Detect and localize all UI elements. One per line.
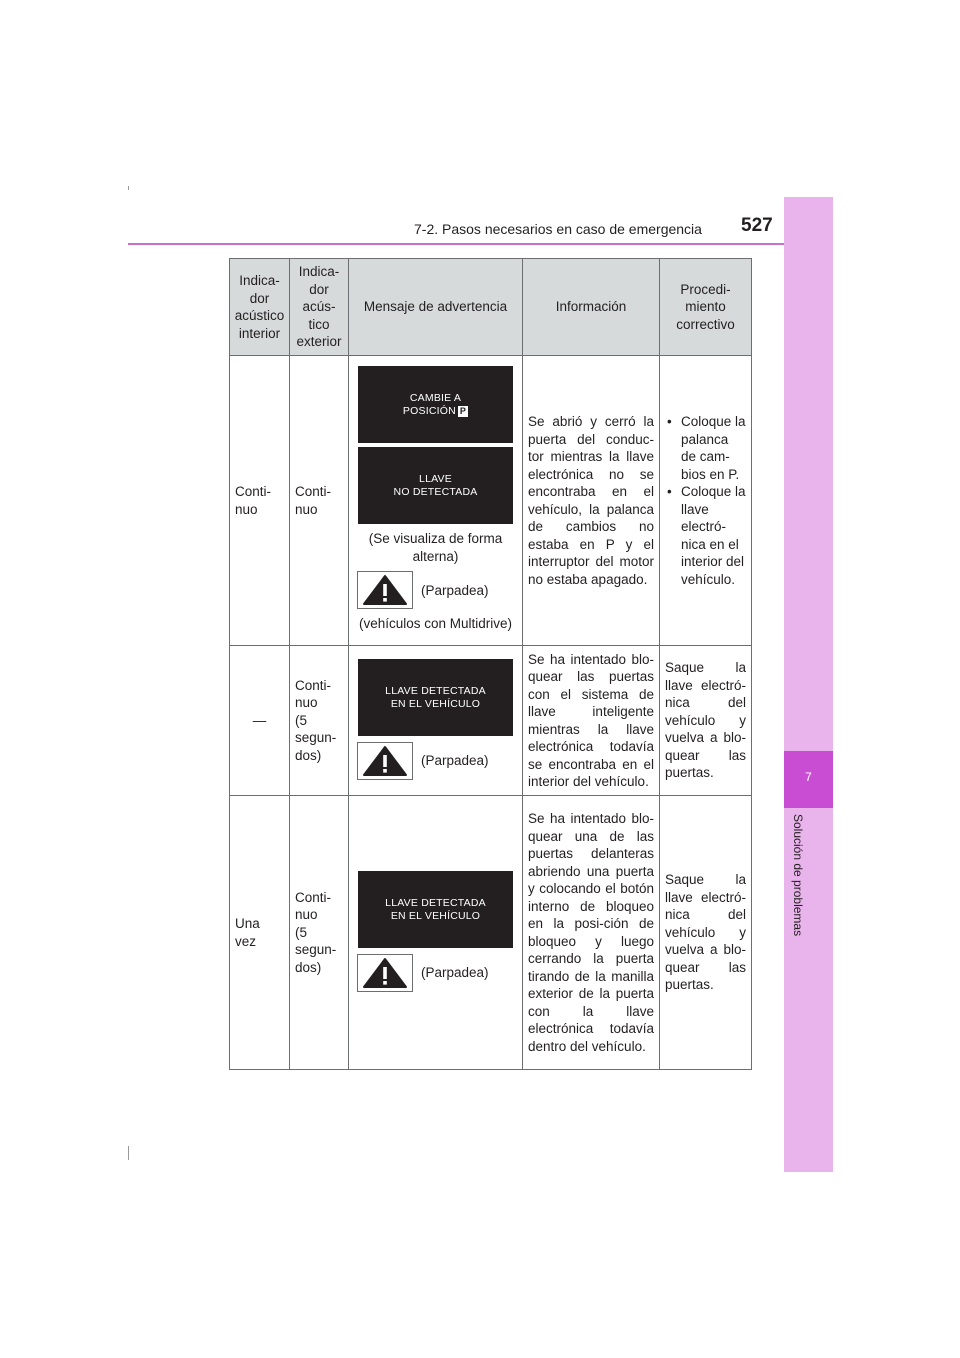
warning-message-cell — [349, 796, 523, 1070]
display-text: EN EL VEHÍCULO — [390, 697, 481, 710]
shift-p-badge: P — [459, 405, 467, 416]
display-text-line — [403, 405, 468, 418]
warning-triangle-icon — [357, 571, 413, 609]
display-message — [358, 366, 513, 443]
information-cell: Se ha intentado blo-quear una de las puertas delanteras abriendo una puerta y colocando el botón interno de bloqueo en la posi-ción de bloqueo y luego cerrando la puerta tirando de la manilla exterior de la puerta con la llave electrónica todavía dentro del vehículo. — [523, 796, 660, 1070]
crop-mark — [128, 186, 129, 190]
warning-indicator — [357, 954, 518, 992]
exterior-buzzer-cell: Conti- nuo (5 segun- dos) — [290, 796, 349, 1070]
flash-label: (Parpadea) — [421, 582, 489, 598]
list-item: • Coloque la palanca de cam-bios en P. — [665, 413, 746, 483]
exterior-buzzer-cell: Conti- nuo (5 segun- dos) — [290, 646, 349, 796]
interior-buzzer-cell: — — [230, 646, 290, 796]
display-message — [358, 659, 513, 736]
vehicle-note: (vehículos con Multidrive) — [358, 616, 513, 632]
display-text: LLAVE DETECTADA — [385, 896, 486, 909]
flash-label: (Parpadea) — [421, 753, 489, 769]
display-message — [358, 871, 513, 948]
table-row — [230, 356, 752, 646]
corrective-procedure-cell: Saque la llave electró-nica del vehículo y vuelva a blo-quear las puertas. — [660, 646, 752, 796]
section-title: 7-2. Pasos necesarios en caso de emergencia — [414, 221, 702, 237]
warning-table — [229, 258, 752, 1070]
procedure-list — [665, 413, 746, 588]
page-number: 527 — [741, 215, 773, 236]
header-rule — [128, 243, 832, 245]
corrective-procedure-cell: Saque la llave electró-nica del vehículo y vuelva a blo-quear las puertas. — [660, 796, 752, 1070]
header-exterior-buzzer: Indica- dor acús- tico exterior — [290, 259, 349, 356]
warning-message-cell — [349, 646, 523, 796]
table-row — [230, 646, 752, 796]
alternate-note: (Se visualiza de forma alterna) — [368, 531, 503, 564]
corrective-procedure-cell — [660, 356, 752, 646]
display-text: LLAVE — [419, 472, 452, 485]
chapter-side-tab — [784, 197, 833, 1172]
information-cell: Se abrió y cerró la puerta del conduc-tor mientras la llave electrónica no se encontraba en el vehículo, la palanca de cambios no estaba en P y el interruptor del motor no estaba apagado. — [523, 356, 660, 646]
header-corrective-procedure: Procedi- miento correctivo — [660, 259, 752, 356]
header-warning-message: Mensaje de advertencia — [349, 259, 523, 356]
display-text: EN EL VEHÍCULO — [390, 909, 481, 922]
display-text: NO DETECTADA — [393, 485, 478, 498]
display-text: CAMBIE A — [409, 391, 462, 404]
warning-indicator — [357, 742, 518, 780]
header-information: Información — [523, 259, 660, 356]
table-row — [230, 796, 752, 1070]
chapter-number: 7 — [805, 770, 812, 784]
list-item: • Coloque la llave electró-nica en el interior del vehículo. — [665, 483, 746, 588]
warning-triangle-icon — [357, 954, 413, 992]
warning-triangle-icon — [357, 742, 413, 780]
interior-buzzer-cell: Una vez — [230, 796, 290, 1070]
information-cell: Se ha intentado blo-quear las puertas con el sistema de llave inteligente mientras la llave electrónica todavía se encontraba en el interior del vehículo. — [523, 646, 660, 796]
header-interior-buzzer: Indica- dor acústico interior — [230, 259, 290, 356]
display-text: LLAVE DETECTADA — [385, 684, 486, 697]
interior-buzzer-cell: Conti- nuo — [230, 356, 290, 646]
table-header-row — [230, 259, 752, 356]
display-message — [358, 447, 513, 524]
crop-mark — [128, 1146, 129, 1160]
warning-indicator — [357, 571, 518, 609]
display-text: POSICIÓN — [402, 404, 456, 417]
warning-message-cell — [349, 356, 523, 646]
chapter-title: Solución de problemas — [791, 814, 805, 937]
flash-label: (Parpadea) — [421, 965, 489, 981]
exterior-buzzer-cell: Conti- nuo — [290, 356, 349, 646]
